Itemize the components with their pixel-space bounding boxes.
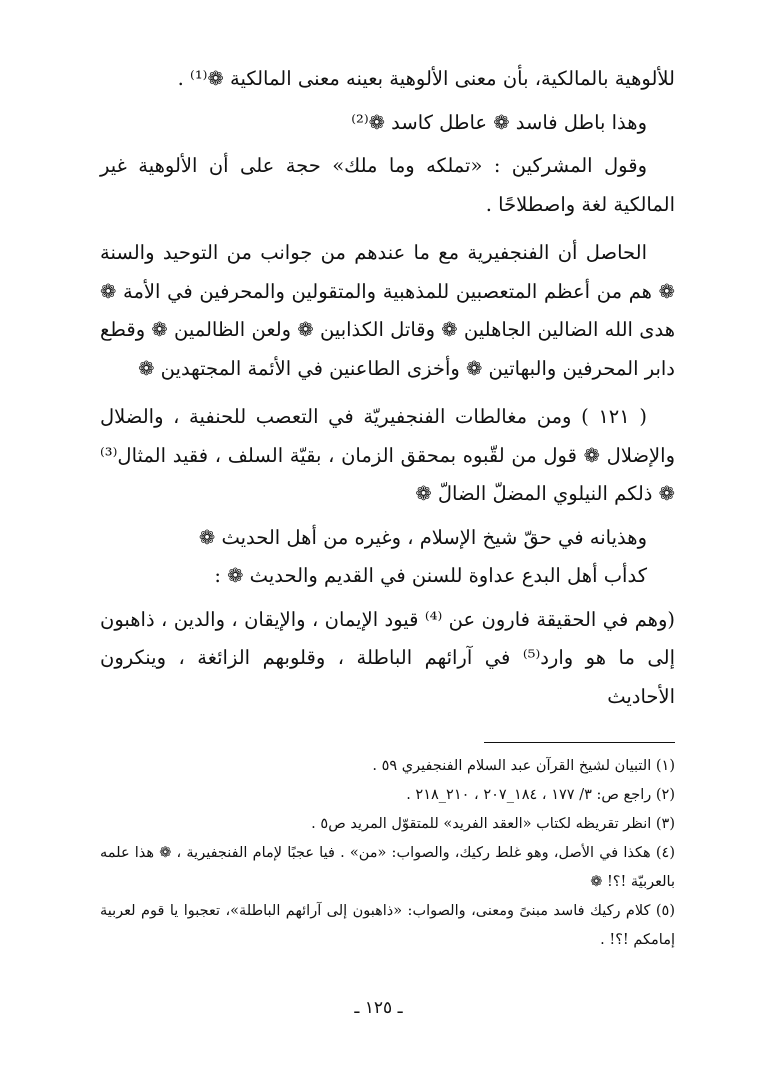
- paragraph-8: (وهم في الحقيقة فارون عن ⁽⁴⁾ قيود الإيمان ، والإيقان ، والدين ، ذاهبون إلى ما هو وارد⁽⁵⁾ في آرائهم الباطلة ، وقلوبهم الزائغة ، وينكرون الأحاديث: [100, 607, 675, 708]
- paragraph-6: وهذيانه في حقّ شيخ الإسلام ، وغيره من أهل الحديث ❁: [198, 525, 647, 549]
- paragraph-3: وقول المشركين : «تملكه وما ملك» حجة على أن الألوهية غير المالكية لغة واصطلاحًا .: [100, 154, 675, 216]
- page-number: ـ ١٢٥ ـ: [354, 998, 403, 1018]
- paragraph-4: الحاصل أن الفنجفيرية مع ما عندهم من جوانب من التوحيد والسنة ❁ هم من أعظم المتعصبين للمذهبية والمتقولين والمحرفين في الأمة ❁ هدى الله الضالين الجاهلين ❁ وقاتل الكذابين ❁ ولعن الظالمين ❁ وقطع دابر المحرفين والبهاتين ❁ وأخزى الطاعنين في الأئمة المجتهدين ❁: [100, 241, 675, 380]
- paragraph-1: للألوهية بالمالكية، بأن معنى الألوهية بعينه معنى المالكية ❁⁽¹⁾ .: [177, 67, 675, 90]
- footnotes: [100, 752, 675, 955]
- footnote-4: (٤) هكذا في الأصل، وهو غلط ركيك، والصواب: «من» . فيا عجبًا لإمام الفنجفيرية ، ❁ هذا علمه بالعربيّة !؟! ❁: [100, 845, 675, 890]
- footnote-1: (١) التبيان لشيخ القرآن عبد السلام الفنجفيري ٥٩ .: [372, 758, 675, 774]
- footnote-3: (٣) انظر تقريظه لكتاب «العقد الفريد» للمتقوّل المريد ص٥ .: [311, 816, 675, 832]
- footnote-divider: [484, 742, 675, 743]
- paragraph-2: وهذا باطل فاسد ❁ عاطل كاسد ❁⁽²⁾: [351, 110, 647, 134]
- footnote-5: (٥) كلام ركيك فاسد مبنىً ومعنى، والصواب: «ذاهبون إلى آرائهم الباطلة»، تعجبوا يا قوم لعربية إمامكم !؟! .: [100, 903, 675, 948]
- paragraph-5: ( ١٢١ ) ومن مغالطات الفنجفيريّة في التعصب للحنفية ، والضلال والإضلال ❁ قول من لقّبوه بمحقق الزمان ، بقيّة السلف ، فقيد المثال⁽³⁾ ❁ ذلكم النيلوي المضلّ الضالّ ❁: [100, 405, 675, 505]
- paragraph-7: كدأب أهل البدع عداوة للسنن في القديم والحديث ❁ :: [214, 564, 647, 587]
- main-text: [100, 60, 675, 716]
- footnote-2: (٢) راجع ص: ٣/ ١٧٧ ، ١٨٤_٢٠٧ ، ٢١٠_٢١٨ .: [406, 787, 675, 803]
